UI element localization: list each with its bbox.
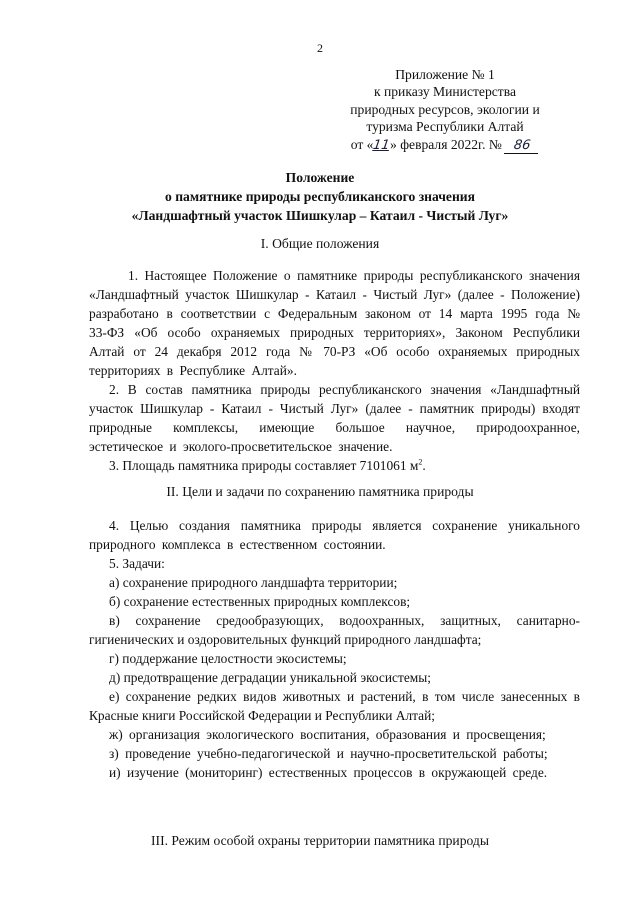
title-line-2: о памятнике природы республиканского значения: [165, 189, 475, 204]
appendix-block: [315, 66, 575, 154]
paragraph-3-superscript: 2: [418, 457, 423, 467]
section-1-body: [89, 266, 580, 475]
task-item-z: з) проведение учебно-педагогической и научно-просветительской работы;: [109, 746, 548, 761]
paragraph-4: 4. Целью создания памятника природы является сохранение уникального природного комплекса в естественном состоянии.: [89, 518, 580, 552]
task-item-b: б) сохранение естественных природных комплексов;: [109, 594, 411, 609]
page-number: 2: [317, 41, 323, 55]
paragraph-1: 1. Настоящее Положение о памятнике природы республиканского значения «Ландшафтный участок Шишкулар - Катаил - Чистый Луг» (далее - Положение) разработано в соответствии с Федеральным законом от 14 марта 1995 года № 33-ФЗ «Об особо охраняемых природных территориях», Законом Республики Алтай от 24 декабря 2012 года № 70-РЗ «Об особо охраняемых природных территориях в Республике Алтай».: [89, 268, 580, 378]
paragraph-3: [89, 456, 580, 475]
task-item-d: д) предотвращение деградации уникальной экосистемы;: [109, 670, 431, 685]
task-item-i: и) изучение (мониторинг) естественных процессов в окружающей среде.: [109, 765, 548, 780]
paragraph-5: 5. Задачи:: [109, 556, 165, 571]
date-prefix: от «: [350, 136, 374, 152]
appendix-line-4: туризма Республики Алтай: [366, 119, 524, 135]
paragraph-3-text: 3. Площадь памятника природы составляет 7101061 м: [109, 458, 419, 473]
section-2-heading: II. Цели и задачи по сохранению памятника природы: [166, 484, 474, 499]
appendix-line-2: к приказу Министерства: [373, 84, 517, 100]
document-title: [0, 168, 640, 225]
date-suffix: » февраля 2022г. №: [390, 136, 502, 152]
appendix-date-line: [315, 136, 575, 154]
appendix-line-1: Приложение № 1: [395, 67, 495, 82]
task-item-v: в) сохранение средообразующих, водоохранных, защитных, санитарно-гигиенических и оздоровительных функций природного ландшафта;: [89, 613, 580, 647]
title-line-3: «Ландшафтный участок Шишкулар – Катаил - Чистый Луг»: [131, 208, 509, 223]
handwritten-order-number: 86: [504, 139, 540, 154]
task-item-a: а) сохранение природного ландшафта территории;: [109, 575, 398, 590]
title-line-1: Положение: [285, 170, 355, 185]
task-item-zh: ж) организация экологического воспитания, образования и просвещения;: [109, 727, 546, 742]
section-2-body: [89, 516, 580, 782]
section-1-heading: I. Общие положения: [260, 236, 380, 251]
section-3-heading: III. Режим особой охраны территории памятника природы: [151, 833, 489, 848]
handwritten-day: 11: [372, 137, 392, 153]
paragraph-3-end: .: [422, 458, 426, 473]
task-item-e: е) сохранение редких видов животных и растений, в том числе занесенных в Красные книги Российской Федерации и Республики Алтай;: [89, 689, 580, 723]
task-item-g: г) поддержание целостности экосистемы;: [109, 651, 347, 666]
appendix-line-3: природных ресурсов, экологии и: [350, 101, 540, 117]
paragraph-2: 2. В состав памятника природы республиканского значения «Ландшафтный участок Шишкулар - Катаил - Чистый Луг» (далее - памятник природы) входят природные комплексы, имеющие большое научное, природоохранное, эстетическое и эколого-просветительское значение.: [89, 382, 580, 454]
